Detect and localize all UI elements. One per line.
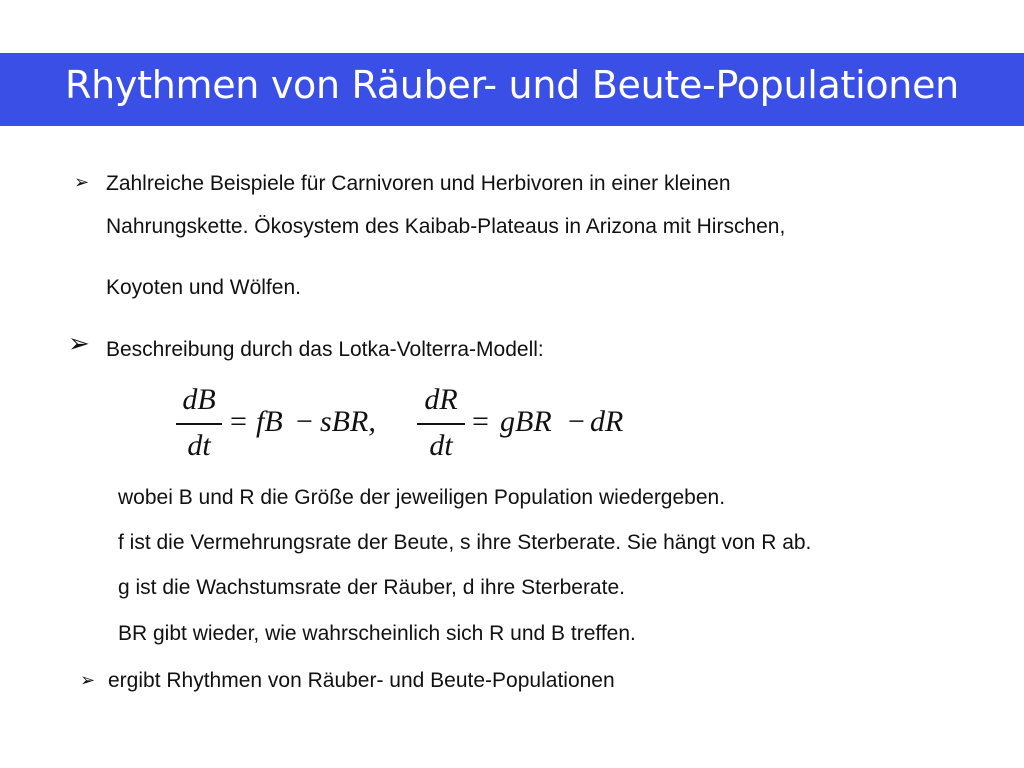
- left-fraction-bar: [176, 423, 222, 425]
- arrow-bullet-icon: ➢: [74, 172, 90, 193]
- explanation-line-1: wobei B und R die Größe der jeweiligen Population wiedergeben.: [118, 486, 726, 509]
- right-equals-sign: =: [472, 405, 489, 438]
- bullet-1-line-1: Zahlreiche Beispiele für Carnivoren und Herbivoren in einer kleinen: [106, 172, 731, 195]
- left-minus-sign: −: [296, 405, 313, 438]
- bullet-2-text: Beschreibung durch das Lotka-Volterra-Modell:: [106, 338, 544, 361]
- bullet-3-text: ergibt Rhythmen von Räuber- und Beute-Populationen: [108, 669, 615, 692]
- bullet-1-line-3: Koyoten und Wölfen.: [106, 276, 301, 299]
- right-fraction-numerator: dR: [424, 383, 458, 416]
- left-fraction-numerator: dB: [182, 383, 216, 416]
- right-minus-sign: −: [568, 405, 585, 438]
- left-rhs-term-fb: fB: [256, 405, 283, 438]
- right-rhs-term-dr: dR: [590, 405, 624, 438]
- slide-title: Rhythmen von Räuber- und Beute-Populationen: [65, 63, 959, 107]
- title-bar: [0, 53, 1024, 126]
- right-rhs-term-gbr: gBR: [500, 405, 552, 438]
- arrow-bullet-icon: ➢: [68, 329, 90, 359]
- explanation-line-3: g ist die Wachstumsrate der Räuber, d ihre Sterberate.: [118, 576, 625, 599]
- right-fraction-denominator: dt: [429, 429, 453, 462]
- left-rhs-term-sbr: sBR,: [320, 405, 376, 438]
- explanation-line-4: BR gibt wieder, wie wahrscheinlich sich R und B treffen.: [118, 622, 636, 645]
- left-equals-sign: =: [230, 405, 247, 438]
- right-fraction-bar: [417, 423, 465, 425]
- left-fraction-denominator: dt: [187, 429, 211, 462]
- bullet-1-line-2: Nahrungskette. Ökosystem des Kaibab-Plateaus in Arizona mit Hirschen,: [106, 215, 786, 238]
- explanation-line-2: f ist die Vermehrungsrate der Beute, s ihre Sterberate. Sie hängt von R ab.: [118, 531, 812, 554]
- arrow-bullet-icon: ➢: [80, 670, 96, 691]
